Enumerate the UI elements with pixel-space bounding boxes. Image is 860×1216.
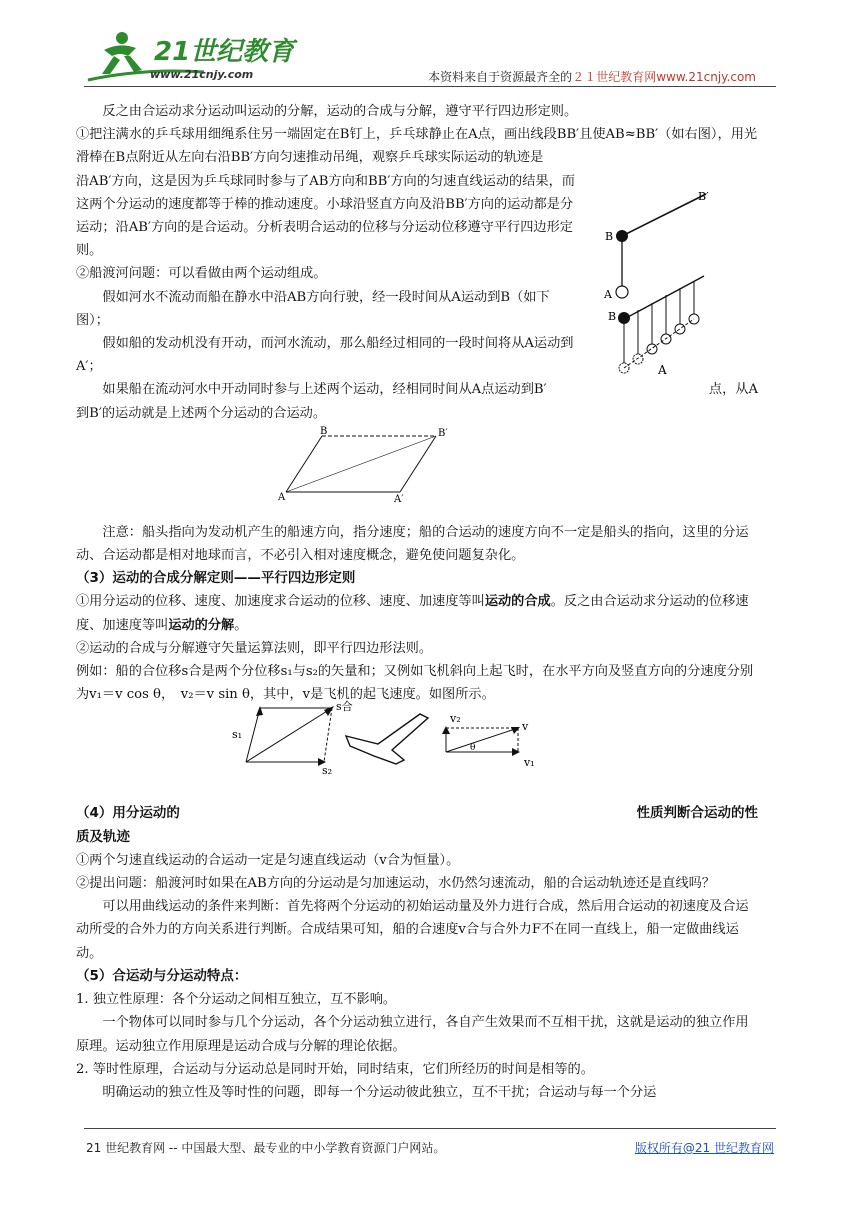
- paragraph: ①把注满水的乒乓球用细绳系住另一端固定在B钉上，乒乓球静止在A点，画出线段BB′且使AB≈BB′（如右图），用光滑棒在B点附近从左向右沿BB′方向匀速推动吊绳，观察乒乓球实际运动的轨迹是: [76, 127, 758, 166]
- label-A-bottom: A: [658, 363, 667, 377]
- label-theta: θ: [470, 743, 476, 753]
- label-v2: v₂: [450, 712, 461, 725]
- header-site-url[interactable]: www.21cnjy.com: [656, 70, 756, 84]
- label-B-prime: B′: [698, 190, 709, 203]
- paragraph: 假如河水不流动而船在静水中沿AB方向行驶，经一段时间从A运动到B（如下图）；: [76, 289, 550, 328]
- header-source-text: 本资料来自于资源最齐全的２１世纪教育网www.21cnjy.com: [428, 70, 756, 84]
- paragraph: 明确运动的独立性及等时性的问题，即每一个分运动彼此独立，互不干扰；合运动与每一个分运: [102, 1084, 657, 1100]
- label-B: B: [605, 230, 614, 243]
- label-v1: v₁: [524, 756, 535, 769]
- label-A: A: [604, 288, 612, 301]
- footer-divider: [84, 1128, 776, 1129]
- paragraph: 到B′的运动就是上述两个分运动的合运动。: [76, 405, 327, 421]
- paragraph: ②船渡河问题：可以看做由两个运动组成。: [76, 266, 327, 282]
- label-v: v: [522, 720, 529, 733]
- paragraph: 反之由合运动求分运动叫运动的分解，运动的合成与分解，遵守平行四边形定则。: [102, 104, 578, 119]
- paragraph: 可以用曲线运动的条件来判断：首先将两个分运动的初始运动量及外力进行合成，然后用合运动的初速度及合运动所受的合外力的方向关系进行判断。合成结果可知，船的合速度v合与合外力F不在同一直线上，船一定做曲线运动。: [76, 899, 749, 961]
- paragraph: ②提出问题：船渡河时如果在AB方向的分运动是匀加速运动，水仍然匀速流动，船的合运动轨迹还是直线吗？: [76, 876, 716, 892]
- figure-pingpong: [598, 178, 728, 378]
- footer-site-desc: 21 世纪教育网 -- 中国最大型、最专业的中小学教育资源门户网站。: [86, 1141, 446, 1155]
- label-A: A: [278, 492, 286, 503]
- figure-boat-parallelogram: [276, 426, 466, 508]
- paragraph: 2. 等时性原理，合运动与分运动总是同时开始，同时结束，它们所经历的时间是相等的。: [76, 1061, 594, 1077]
- paragraph: 如果船在流动河水中开动同时参与上述两个运动，经相同时间从A点运动到B′ 点，从A: [102, 382, 758, 398]
- header-divider: [84, 86, 776, 87]
- footer-copyright-link[interactable]: 版权所有@21 世纪教育网: [634, 1141, 774, 1155]
- label-s2: s₂: [322, 764, 333, 776]
- paragraph: ①用分运动的位移、速度、加速度求合运动的位移、速度、加速度等叫运动的合成。反之由合运动求分运动的位移速度、加速度等叫运动的分解。: [76, 594, 749, 633]
- section-heading: （4）用分运动的 性质判断合运动的性: [76, 805, 758, 822]
- paragraph: 1. 独立性原理：各个分运动之间相互独立，互不影响。: [76, 992, 397, 1008]
- paragraph: ②运动的合成与分解遵守矢量运算法则，即平行四边形法则。: [76, 640, 433, 656]
- paragraph: 例如：船的合位移s合是两个分位移s₁与s₂的矢量和；又例如飞机斜向上起飞时，在水平方向及竖直方向的分速度分别为v₁＝v cos θ， v₂＝v sin θ，其中，v是飞机的起飞速度。如图所示。: [76, 664, 754, 703]
- paragraph: ①两个匀速直线运动的合运动一定是匀速直线运动（v合为恒量）。: [76, 852, 460, 868]
- label-s1: s₁: [232, 728, 243, 741]
- svg-text:www.21cnjy.com: www.21cnjy.com: [150, 68, 254, 81]
- site-logo: [84, 28, 314, 86]
- section-heading: 质及轨迹: [76, 828, 130, 845]
- header-site-name: ２１世纪教育网: [572, 70, 657, 84]
- paragraph: 注意：船头指向为发动机产生的船速方向，指分速度；船的合运动的速度方向不一定是船头的指向，这里的分运动、合运动都是相对地球而言，不必引入相对速度概念，避免使问题复杂化。: [76, 524, 749, 564]
- paragraph: 一个物体可以同时参与几个分运动，各个分运动独立进行，各自产生效果而不互相干扰，这就是运动的独立作用原理。运动独立作用原理是运动合成与分解的理论依据。: [76, 1015, 749, 1054]
- section-heading: （5）合运动与分运动特点：: [76, 967, 248, 984]
- label-B2: B: [608, 310, 617, 323]
- label-B: B: [320, 426, 328, 437]
- paragraph: 沿AB′方向，这是因为乒乓球同时参与了AB方向和BB′方向的匀速直线运动的结果，而这两个分运动的速度都等于棒的推动速度。小球沿竖直方向及沿BB′方向的运动都是分运动；沿AB′方向的是合运动。分析表明合运动的位移与分运动位移遵守平行四边形定则。: [76, 173, 575, 259]
- label-B-prime: B′: [438, 428, 448, 439]
- figure-vector-plane: [228, 696, 548, 776]
- svg-text:21世纪教育: 21世纪教育: [154, 37, 295, 67]
- section-heading: （3）运动的合成分解定则——平行四边形定则: [76, 570, 356, 587]
- paragraph: 假如船的发动机没有开动，而河水流动，那么船经过相同的一段时间将从A运动到A′；: [76, 336, 574, 375]
- label-s-he: s合: [336, 700, 353, 713]
- label-A-prime: A′: [394, 494, 404, 505]
